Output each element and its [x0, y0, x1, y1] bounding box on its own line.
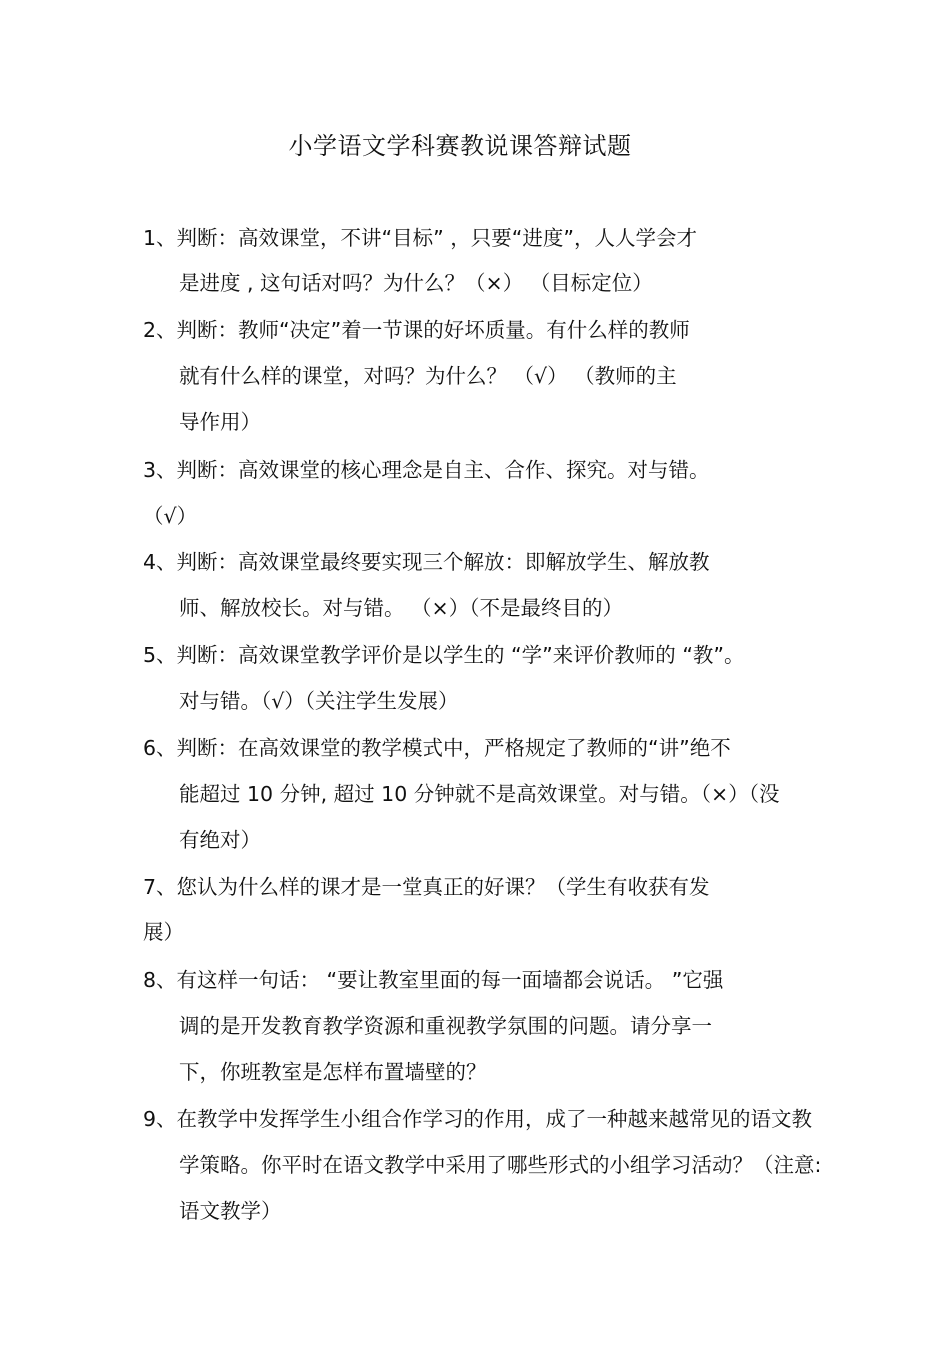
question-9-line-2: 学策略。你平时在语文教学中采用了哪些形式的小组学习活动？（注意:	[179, 1153, 822, 1177]
document-title: 小学语文学科赛教说课答辩试题	[288, 132, 632, 160]
question-5-line-1: 5、判断：高效课堂教学评价是以学生的 “学”来评价教师的 “教”。	[143, 643, 745, 667]
question-9-line-3: 语文教学）	[179, 1199, 282, 1223]
question-2-line-2: 就有什么样的课堂，对吗？为什么？ （√） （教师的主	[179, 364, 677, 388]
question-3-line-1: 3、判断：高效课堂的核心理念是自主、合作、探究。对与错。	[143, 458, 710, 482]
question-7-line-2: 展）	[143, 920, 184, 944]
question-8-line-2: 调的是开发教育教学资源和重视教学氛围的问题。请分享一	[179, 1014, 712, 1038]
question-6-line-1: 6、判断：在高效课堂的教学模式中，严格规定了教师的“讲”绝不	[143, 736, 731, 760]
question-4-line-2: 师、解放校长。对与错。 （×）（不是最终目的）	[179, 596, 623, 620]
question-5-line-2: 对与错。（√）（关注学生发展）	[179, 689, 459, 713]
question-1-line-1: 1、判断：高效课堂，不讲“目标” ，只要“进度”，人人学会才	[143, 226, 698, 250]
question-6-line-2: 能超过 10 分钟, 超过 10 分钟就不是高效课堂。对与错。（×）（没	[179, 782, 780, 806]
question-9-line-1: 9、在教学中发挥学生小组合作学习的作用，成了一种越来越常见的语文教	[143, 1107, 813, 1131]
question-8-line-1: 8、有这样一句话： “要让教室里面的每一面墙都会说话。 ”它强	[143, 968, 724, 992]
question-3-line-2: （√）	[143, 504, 198, 528]
question-4-line-1: 4、判断：高效课堂最终要实现三个解放：即解放学生、解放教	[143, 550, 710, 574]
question-8-line-3: 下，你班教室是怎样布置墙壁的？	[179, 1060, 487, 1084]
question-2-line-3: 导作用）	[179, 410, 261, 434]
question-6-line-3: 有绝对）	[179, 828, 261, 852]
question-2-line-1: 2、判断：教师“决定”着一节课的好坏质量。有什么样的教师	[143, 318, 690, 342]
question-1-line-2: 是进度 , 这句话对吗？为什么？（×） （目标定位）	[179, 271, 653, 295]
question-7-line-1: 7、您认为什么样的课才是一堂真正的好课？（学生有收获有发	[143, 875, 710, 899]
